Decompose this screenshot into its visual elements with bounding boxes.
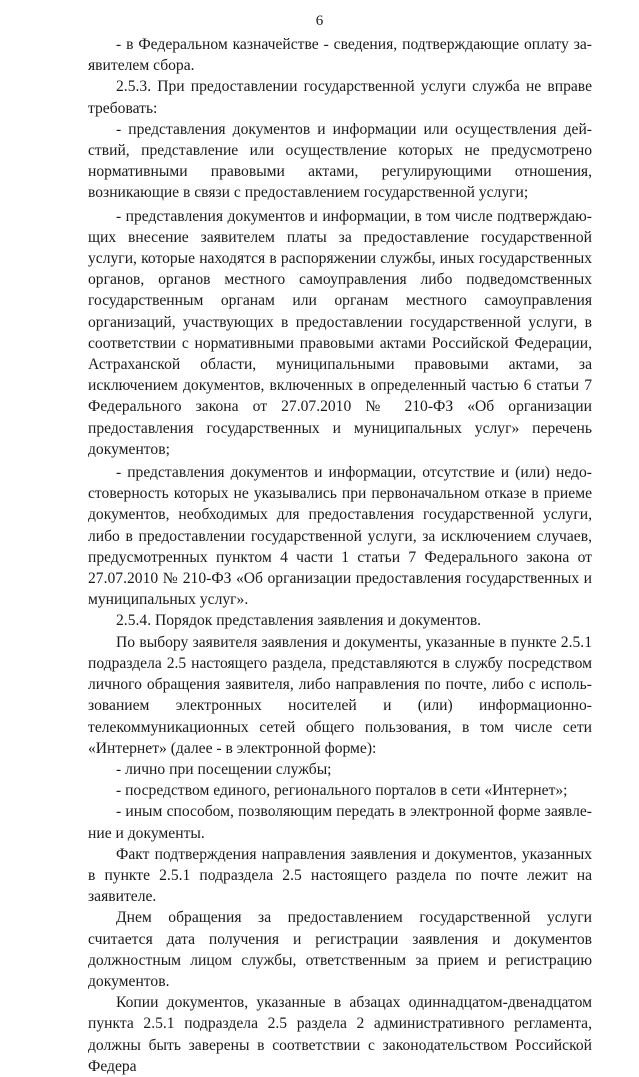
paragraph-application-date: Днем обращения за предоставлением государственной услуги считается дата получения и регистрации заявления и документов должностным лицом службы, ответственным за прием и регистрацию документов. xyxy=(88,909,592,990)
page-number: 6 xyxy=(315,13,324,29)
paragraph-requirement-1: - представления документов и информации или осуществления действий, представление или осуществление которых не предусмотрено нормативными правовыми актами, регулирующими отношения, возникающие в связи с предоставлением государственной услуги; xyxy=(88,120,592,202)
paragraph-option-portals: - посредством единого, регионального порталов в сети «Интернет»; xyxy=(116,782,568,800)
paragraph-document-copies: Копии документов, указанные в абзацах одиннадцатом-двенадцатом пункта 2.5.1 подраздела 2.5 раздела 2 административного регламента, должны быть заверены в соответствии с законодательством Российской Федера xyxy=(88,994,592,1075)
paragraph-option-in-person: - лично при посещении службы; xyxy=(116,760,332,778)
paragraph-requirement-2: - представления документов и информации, в том числе подтверждающих внесение заявителем платы за предоставление государственной услуги, которые находятся в распоряжении службы, иных государственных органов, органов местного самоуправления либо подведомственных государственным органам или органам местного самоуправления организаций, участвующих в предоставлении государственной услуги, в соответствии с нормативными правовыми актами Российской Федерации, Астраханской области, муниципальными правовыми актами, за исключением документов, включенных в определенный частью 6 статьи 7 Федерального закона от 27.07.2010 № 210-ФЗ «Об организации предоставления государственных и муниципальных услуг» перечень документов; xyxy=(88,207,592,458)
document-body xyxy=(88,34,592,1077)
paragraph-2-5-4-heading: 2.5.4. Порядок представления заявления и документов. xyxy=(116,612,482,630)
paragraph-treasury-info: - в Федеральном казначействе - сведения, подтверждающие оплату заявителем сбора. xyxy=(88,36,592,75)
paragraph-requirement-3: - представления документов и информации, отсутствие и (или) недостоверность которых не указывались при первоначальном отказе в приеме документов, необходимых для предоставления государственной услуги, либо в предоставлении государственной услуги, за исключением случаев, предусмотренных пунктом 4 части 1 статьи 7 Федерального закона от 27.07.2010 № 210-ФЗ «Об организации предоставления государственных и муниципальных услуг». xyxy=(88,464,592,609)
paragraph-mail-confirmation: Факт подтверждения направления заявления и документов, указанных в пункте 2.5.1 подраздела 2.5 настоящего раздела по почте лежит на заявителе. xyxy=(88,845,592,906)
paragraph-option-other: - иным способом, позволяющим передать в электронной форме заявление и документы. xyxy=(88,803,592,842)
paragraph-submission-options: По выбору заявителя заявления и документы, указанные в пункте 2.5.1 подраздела 2.5 настоящего раздела, представляются в службу посредством личного обращения заявителя, либо направления по почте, либо с использованием электронных носителей и (или) информационно-телекоммуникационных сетей общего пользования, в том числе сети «Интернет» (далее - в электронной форме): xyxy=(88,633,592,757)
paragraph-2-5-3-heading: 2.5.3. При предоставлении государственной услуги служба не вправе требовать: xyxy=(88,78,592,117)
